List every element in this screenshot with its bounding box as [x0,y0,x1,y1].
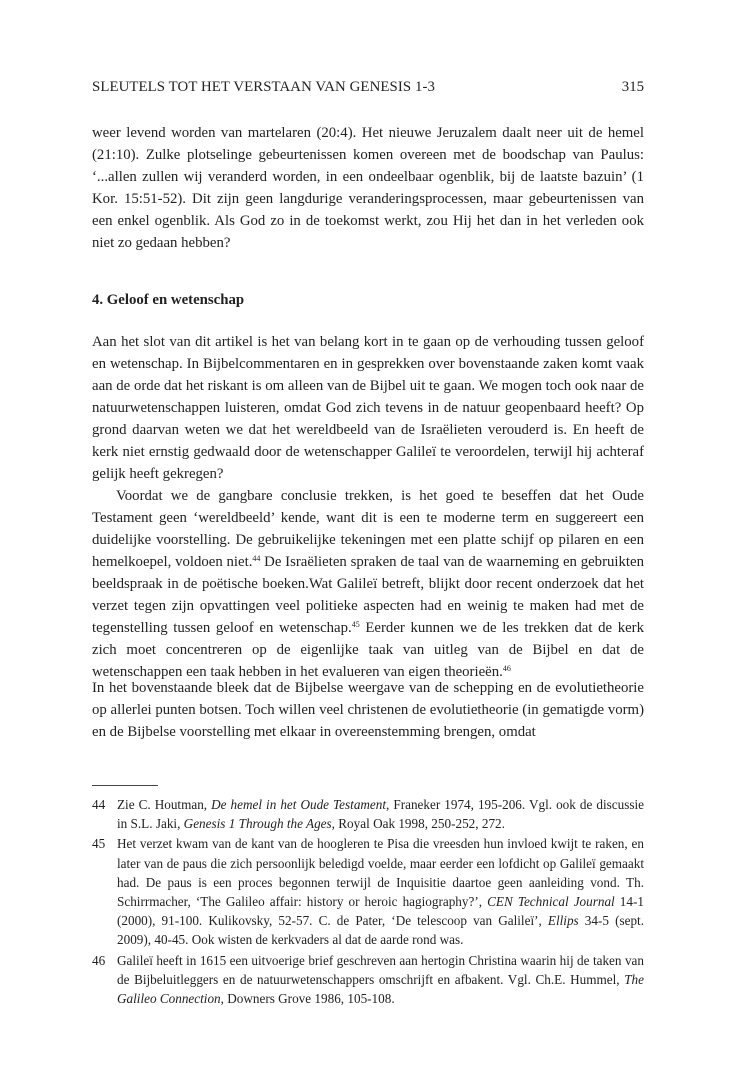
text-run: , Royal Oak 1998, 250-252, 272. [331,816,505,832]
text-run: Eerder kunnen we de les trekken dat de kerk zich moet concentreren op de eigenlijke taak van uitleg van de Bijbel en dat de wetenschappen een taak hebben in het evalueren van eigen theorieën. [92,620,645,680]
paragraph-text: Aan het slot van dit artikel is het van belang kort in te gaan op de verhouding tussen geloof en wetenschap. In Bijbelcommentaren en in gesprekken over bovenstaande zaken komt vaak aan de orde dat het riskant is om alleen van de Bijbel uit te gaan. We mogen toch ook naar de natuurwetenschappen luisteren, omdat God zich tevens in de natuur geopenbaard heeft? Op grond daarvan weten we dat het wereldbeeld van de Israëlieten verouderd is. En heeft de kerk niet ernstig gedwaald door de wetenschapper Galileï te veroordelen, terwijl hij achteraf gelijk heeft gekregen? [92,334,644,482]
footnote-ref[interactable]: 44 [252,554,261,563]
italic-title: Ellips [547,913,579,929]
text-run: Zie C. Houtman, [117,797,212,812]
footnote-ref[interactable]: 46 [502,664,511,673]
paragraph-text: weer levend worden van martelaren (20:4). Het nieuwe Jeruzalem daalt neer uit de hemel (21:10). Zulke plotselinge gebeurtenissen komen overeen met de boodschap van Paulus: ‘...allen zullen wij veranderd worden, in een ondeelbaar ogenblik, bij de laatste bazuin’ (1 Kor. 15:51-52). Dit zijn geen langdurige veranderingsprocessen, maar gebeurtenissen van een enkel ogenblik. Als God zo in de toekomst werkt, zou Hij het dan in het verleden ook niet zo gedaan hebben? [92,125,644,251]
running-head-title: SLEUTELS TOT HET VERSTAAN VAN GENESIS 1-3 [92,79,435,95]
footnote [92,834,644,949]
italic-title: De hemel in het Oude Testament [211,797,387,812]
italic-title: Genesis 1 Through the Ages [183,816,332,832]
footnote-number: 45 [92,836,106,852]
document-page [92,0,644,1068]
text-run: Voordat we de gangbare conclusie trekken, is het goed te beseffen dat het Oude Testament geen ‘wereldbeeld’ kende, want dit is een te moderne term en suggereert een duidelijke voorstelling. De gebruikelijke tekeningen met een platte schijf op pilaren en een hemelkoepel, voldoen niet. [92,488,644,570]
paragraph-text [92,485,644,683]
page-number: 315 [621,79,644,95]
footnote-ref[interactable]: 45 [351,620,360,629]
text-run: 14-1 (2000), 91-100. Kulikovsky, 52-57. C. de Pater, ‘De telescoop van Galileï’, [117,894,644,929]
footnote-number: 44 [92,797,106,812]
italic-title: The Galileo Connection [117,971,644,1007]
paragraph-text: In het bovenstaande bleek dat de Bijbelse weergave van de schepping en de evolutietheorie op allerlei punten botsen. Toch willen veel christenen de evolutietheorie (in gematigde vorm) en de Bijbelse voorstelling met elkaar in overeenstemming brengen, omdat [92,680,644,740]
text-run: De Israëlieten spraken de taal van de waarneming en gebruikten beeldspraak in de poëtische boeken.Wat Galileï betreft, blijkt door recent onderzoek dat het verzet tegen zijn opvattingen veel politieke aspecten had en weinig te maken had met de tegenstelling tussen geloof en wetenschap. [92,554,644,636]
text-run: , Downers Grove 1986, 105-108. [220,991,395,1007]
footnote [92,951,644,1009]
section-body [92,331,644,683]
italic-title: CEN Technical Journal [487,894,615,910]
text-run: Galileï heeft in 1615 een uitvoerige brief geschreven aan hertogin Christina waarin hij de taken van de Bijbeluitleggers en de natuurwetenschappers omschrijft en afbakent. Vgl. Ch.E. Hummel, [117,952,644,987]
section-heading: 4. Geloof en wetenschap [92,292,245,308]
footnotes [92,795,644,1009]
footnote [92,795,644,833]
body-paragraph [92,677,644,743]
body-paragraph [92,122,644,254]
footnote-number: 46 [92,952,106,968]
text-run: Het verzet kwam van de kant van de hoogleren te Pisa die vreesden hun invloed kwijt te raken, en later van de paus die zich persoonlijk beledigd voelde, maar eerder een lofdicht op Galileï gemaakt had. De paus is een proces begonnen terwijl de Inquisitie daartoe geen aanleiding vond. Th. Schirrmacher, ‘The Galileo affair: history or heroic hagiography?’, [117,836,644,910]
text-run: , Franeker 1974, 195-206. Vgl. ook de discussie in S.L. Jaki, [117,797,644,832]
footnote-divider [92,785,158,786]
text-run: 34-5 (sept. 2009), 40-45. Ook wisten de kerkvaders al dat de aarde rond was. [117,913,645,948]
